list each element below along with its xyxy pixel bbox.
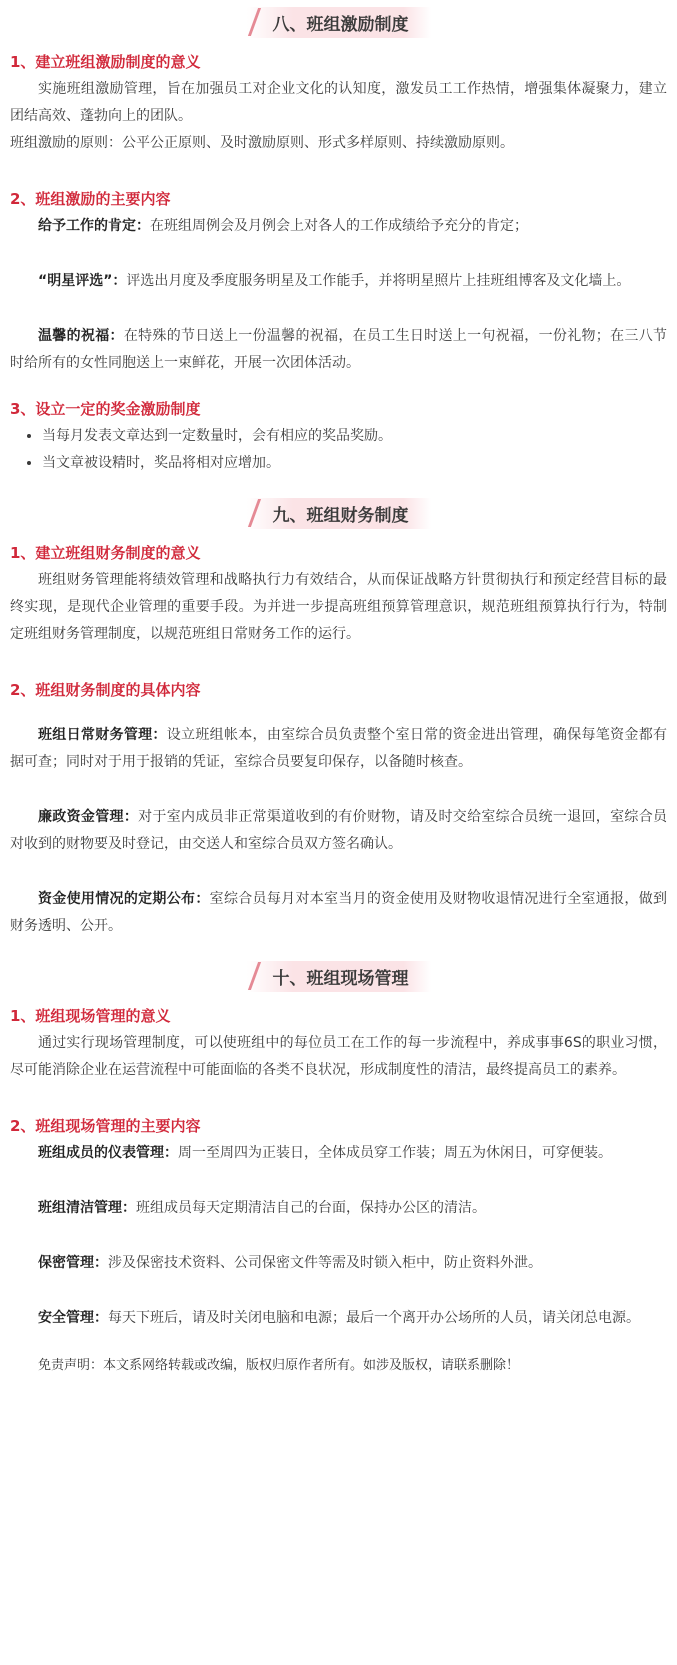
item-lead: 资金使用情况的定期公布：: [38, 891, 210, 907]
item-lead: 保密管理：: [38, 1255, 108, 1271]
section-title: [10, 958, 667, 994]
list-item: [10, 804, 667, 858]
list-item: [10, 722, 667, 776]
item-lead: 班组清洁管理：: [38, 1200, 136, 1216]
item-text: 评选出月度及季度服务明星及工作能手，并将明星照片上挂班组博客及文化墙上。: [126, 273, 631, 289]
bullet-item: • 当每月发表文章达到一定数量时，会有相应的奖品奖励。: [42, 423, 667, 450]
subsection-title: 2、班组激励的主要内容: [10, 190, 171, 208]
paragraph: 班组财务管理能将绩效管理和战略执行力有效结合，从而保证战略方针贯彻执行和预定经营目标的最终实现，是现代企业管理的重要手段。为并进一步提高班组预算管理意识，规范班组预算执行行为，特制定班组财务管理制度，以规范班组日常财务工作的运行。: [10, 572, 667, 642]
item-lead: 班组日常财务管理：: [38, 727, 167, 743]
item-lead: 给予工作的肯定：: [38, 218, 150, 234]
subsection-title: 1、建立班组财务制度的意义: [10, 544, 201, 562]
item-text: 涉及保密技术资料、公司保密文件等需及时锁入柜中，防止资料外泄。: [108, 1255, 542, 1271]
item-text: 在特殊的节日送上一份温馨的祝福，在员工生日时送上一句祝福，一份礼物；在三八节时给所有的女性同胞送上一束鲜花，开展一次团体活动。: [10, 328, 668, 371]
list-item: [10, 268, 667, 295]
paragraph: 班组激励的原则：公平公正原则、及时激励原则、形式多样原则、持续激励原则。: [10, 135, 514, 151]
slash-decoration: [247, 499, 260, 527]
list-item: [10, 213, 667, 240]
list-item: [10, 1140, 667, 1167]
item-text: 班组成员每天定期清洁自己的台面，保持办公区的清洁。: [136, 1200, 486, 1216]
subsection-title: 3、设立一定的奖金激励制度: [10, 400, 201, 418]
item-text: 在班组周例会及月例会上对各人的工作成绩给予充分的肯定；: [150, 218, 528, 234]
section-title-text: 九、班组财务制度: [272, 505, 409, 526]
item-lead: 温馨的祝福：: [38, 328, 124, 344]
bullet-item: • 当文章被设精时，奖品将相对应增加。: [42, 450, 667, 477]
slash-decoration: [247, 962, 260, 990]
item-lead: 班组成员的仪表管理：: [38, 1145, 178, 1161]
item-text: 设立班组帐本，由室综合员负责整个室日常的资金进出管理，确保每笔资金都有据可查；同时对于用于报销的凭证，室综合员要复印保存，以备随时核查。: [10, 727, 668, 770]
section-title-text: 十、班组现场管理: [272, 968, 409, 989]
disclaimer: 免责声明：本文系网络转载或改编，版权归原作者所有。如涉及版权，请联系删除！: [38, 1358, 520, 1373]
section-title: [10, 4, 667, 40]
subsection-title: 1、建立班组激励制度的意义: [10, 53, 201, 71]
item-lead: 安全管理：: [38, 1310, 108, 1326]
item-text: 周一至周四为正装日，全体成员穿工作装；周五为休闲日，可穿便装。: [178, 1145, 612, 1161]
paragraph: 通过实行现场管理制度，可以使班组中的每位员工在工作的每一步流程中，养成事事6S的职业习惯，尽可能消除企业在运营流程中可能面临的各类不良状况，形成制度性的清洁，最终提高员工的素养。: [10, 1035, 667, 1078]
item-text: 室综合员每月对本室当月的资金使用及财物收退情况进行全室通报，做到财务透明、公开。: [10, 891, 668, 934]
item-lead: “明星评选”：: [38, 273, 127, 289]
subsection-title: 2、班组财务制度的具体内容: [10, 681, 201, 699]
subsection-title: 2、班组现场管理的主要内容: [10, 1117, 201, 1135]
section-title: [10, 495, 667, 531]
paragraph: 实施班组激励管理，旨在加强员工对企业文化的认知度，激发员工工作热情，增强集体凝聚力，建立团结高效、蓬勃向上的团队。: [10, 81, 667, 124]
list-item: [10, 323, 667, 377]
item-lead: 廉政资金管理：: [38, 809, 139, 825]
section-title-text: 八、班组激励制度: [272, 14, 409, 35]
item-text: 对于室内成员非正常渠道收到的有价财物，请及时交给室综合员统一退回，室综合员对收到的财物要及时登记，由交送人和室综合员双方签名确认。: [10, 809, 668, 852]
subsection-title: 1、班组现场管理的意义: [10, 1007, 171, 1025]
list-item: [10, 1250, 667, 1277]
bullet-list: [10, 423, 667, 477]
list-item: [10, 1195, 667, 1222]
article: [0, 4, 677, 1378]
list-item: [10, 1305, 667, 1332]
list-item: [10, 886, 667, 940]
slash-decoration: [247, 8, 260, 36]
item-text: 每天下班后，请及时关闭电脑和电源；最后一个离开办公场所的人员，请关闭总电源。: [108, 1310, 640, 1326]
